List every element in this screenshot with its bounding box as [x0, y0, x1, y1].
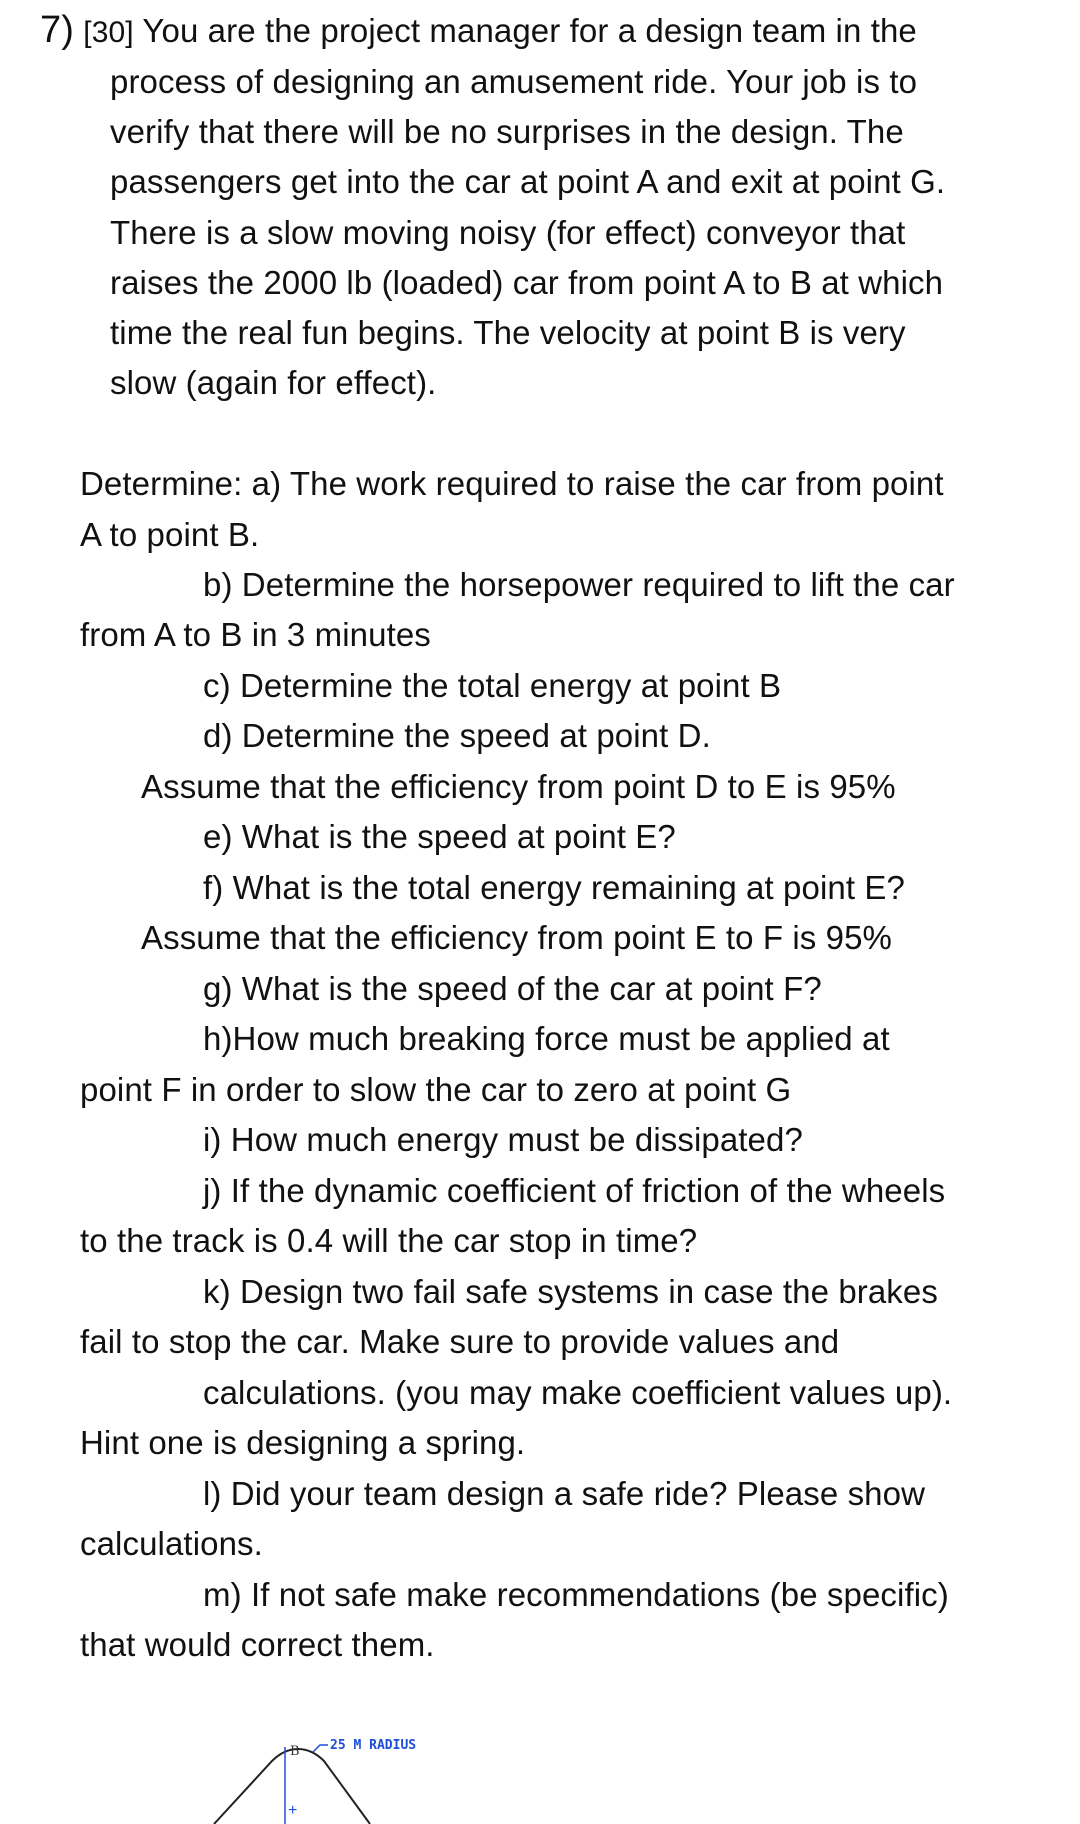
task-line: Assume that the efficiency from point E to F is 95%: [141, 919, 892, 956]
task-line: Hint one is designing a spring.: [80, 1424, 526, 1461]
task-line: e) What is the speed at point E?: [203, 818, 676, 855]
task-line: l) Did your team design a safe ride? Please show: [203, 1475, 926, 1512]
intro-line: verify that there will be no surprises in the design. The: [110, 113, 904, 150]
task-line: d) Determine the speed at point D.: [203, 717, 711, 754]
task-line: A to point B.: [80, 516, 260, 553]
task-line: f) What is the total energy remaining at point E?: [203, 869, 905, 906]
task-line: point F in order to slow the car to zero at point G: [80, 1071, 792, 1108]
ride-track-svg: [200, 1725, 460, 1824]
intro-line: process of designing an amusement ride. Your job is to: [110, 63, 918, 100]
intro-line: passengers get into the car at point A and exit at point G.: [110, 163, 946, 200]
task-line: calculations.: [80, 1525, 263, 1562]
radius-leader: [313, 1745, 328, 1752]
task-line: to the track is 0.4 will the car stop in time?: [80, 1222, 698, 1259]
task-line: g) What is the speed of the car at point F?: [203, 970, 822, 1007]
task-line: Determine: a) The work required to raise the car from point: [80, 465, 944, 502]
point-label-b: B: [290, 1744, 300, 1759]
question-number: 7): [40, 9, 74, 51]
question-points: [30]: [83, 16, 134, 49]
task-line: b) Determine the horsepower required to lift the car: [203, 566, 955, 603]
radius-label: 25 M RADIUS: [330, 1738, 417, 1753]
task-line: from A to B in 3 minutes: [80, 616, 431, 653]
task-line: Assume that the efficiency from point D to E is 95%: [141, 768, 896, 805]
task-line: i) How much energy must be dissipated?: [203, 1121, 803, 1158]
task-line: fail to stop the car. Make sure to provide values and: [80, 1323, 840, 1360]
task-line: that would correct them.: [80, 1626, 435, 1663]
task-line: c) Determine the total energy at point B: [203, 667, 782, 704]
question-header: [40, 10, 917, 53]
ride-diagram: [200, 1725, 460, 1824]
intro-line: slow (again for effect).: [110, 364, 437, 401]
intro-line: There is a slow moving noisy (for effect) conveyor that: [110, 214, 906, 251]
center-marker: +: [288, 1802, 298, 1819]
intro-line: raises the 2000 lb (loaded) car from point A to B at which: [110, 264, 944, 301]
intro-line: time the real fun begins. The velocity at point B is very: [110, 314, 906, 351]
task-line: m) If not safe make recommendations (be specific): [203, 1576, 949, 1613]
task-line: calculations. (you may make coefficient values up).: [203, 1374, 953, 1411]
task-line: h)How much breaking force must be applied at: [203, 1020, 890, 1057]
task-line: k) Design two fail safe systems in case the brakes: [203, 1273, 938, 1310]
task-line: j) If the dynamic coefficient of friction of the wheels: [203, 1172, 946, 1209]
intro-line: You are the project manager for a design team in the: [142, 12, 917, 49]
